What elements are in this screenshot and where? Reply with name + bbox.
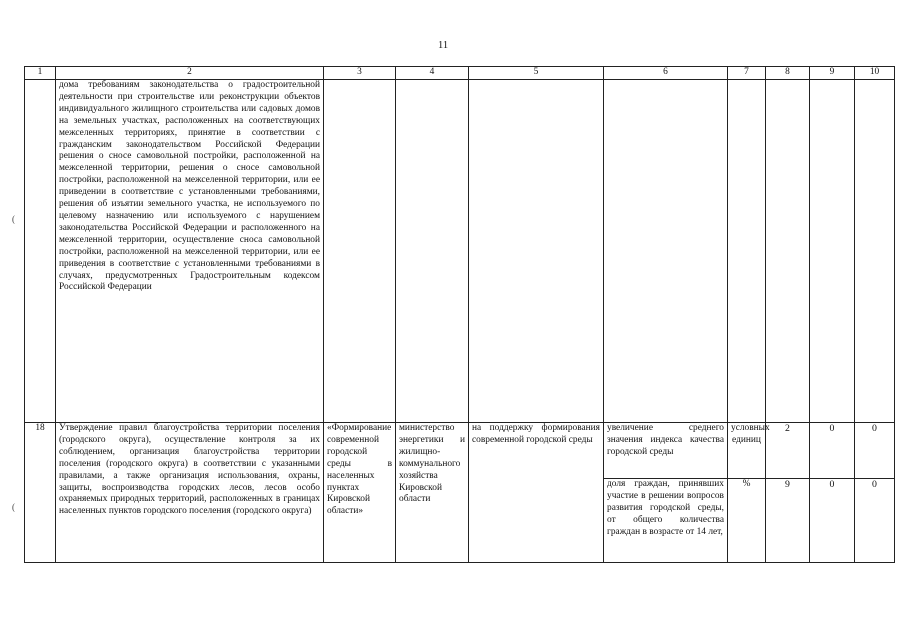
row-number-cell [25,80,56,423]
value-cell: 2 [766,423,810,479]
value-cell: 9 [766,479,810,563]
column-header: 2 [56,67,324,80]
column-header: 5 [469,67,604,80]
empty-cell [324,80,396,423]
indicator-name-cell: доля граждан, принявших участие в решении вопросов развития городской среды, от общего количества граждан в возрасте от 14 лет, [604,479,728,563]
empty-cell [728,80,766,423]
empty-cell [396,80,469,423]
margin-bracket-mark: ( [12,214,15,224]
table-row-continued [25,80,895,423]
empty-cell [604,80,728,423]
column-header: 6 [604,67,728,80]
ministry-cell: министерство энергетики и жилищно-коммунального хозяйства Кировской области [396,423,469,563]
unit-cell: % [728,479,766,563]
authority-description-cell: дома требованиям законодательства о градостроительной деятельности при строительстве или реконструкции объектов индивидуального жилищного строительства или садовых домов на земельных участках, расположенных на соответствующих межселенных территориях, принятие в соответствии с гражданским законодательством Российской Федерации решения о сносе самовольной постройки, расположенной на межселенной территории, решения о сносе самовольной постройки, расположенной на межселенной территории, или ее приведении в соответствие с установленными требованиями, решения об изъятии земельного участка, не используемого по целевому назначению или используемого с нарушением законодательства Российской Федерации и расположенного на межселенной территории, осуществление сноса самовольной постройки, расположенной на межселенной территории, или ее приведения в соответствие с установленными требованиями в случаях, предусмотренных Градостроительным кодексом Российской Федерации [56,80,324,423]
subsidy-purpose-cell: на поддержку формирования современной городской среды [469,423,604,563]
main-table [24,66,895,563]
value-cell: 0 [810,479,855,563]
empty-cell [766,80,810,423]
column-header: 1 [25,67,56,80]
table-row-18 [25,423,895,479]
value-cell: 0 [810,423,855,479]
empty-cell [810,80,855,423]
column-header: 3 [324,67,396,80]
column-header: 4 [396,67,469,80]
column-header: 7 [728,67,766,80]
authority-description-cell: Утверждение правил благоустройства территории поселения (городского округа), осуществление контроля за их соблюдением, организация благоустройства территории поселения (городского округа) в соответствии с указанными правилами, а также организация использования, охраны, защиты, воспроизводства городских лесов, лесов особо охраняемых природных территорий, расположенных в границах населенных пунктов городского поселения (городского округа) [56,423,324,563]
column-header: 10 [855,67,895,80]
program-name-cell: «Формирование современной городской среды в населенных пунктах Кировской области» [324,423,396,563]
indicator-name-cell: увеличение среднего значения индекса качества городской среды [604,423,728,479]
column-header: 9 [810,67,855,80]
page-number: 11 [438,40,449,51]
column-number-row [25,67,895,80]
empty-cell [469,80,604,423]
value-cell: 0 [855,423,895,479]
margin-bracket-mark: ( [12,502,15,512]
value-cell: 0 [855,479,895,563]
empty-cell [855,80,895,423]
row-number-cell: 18 [25,423,56,563]
column-header: 8 [766,67,810,80]
unit-cell: условных единиц [728,423,766,479]
